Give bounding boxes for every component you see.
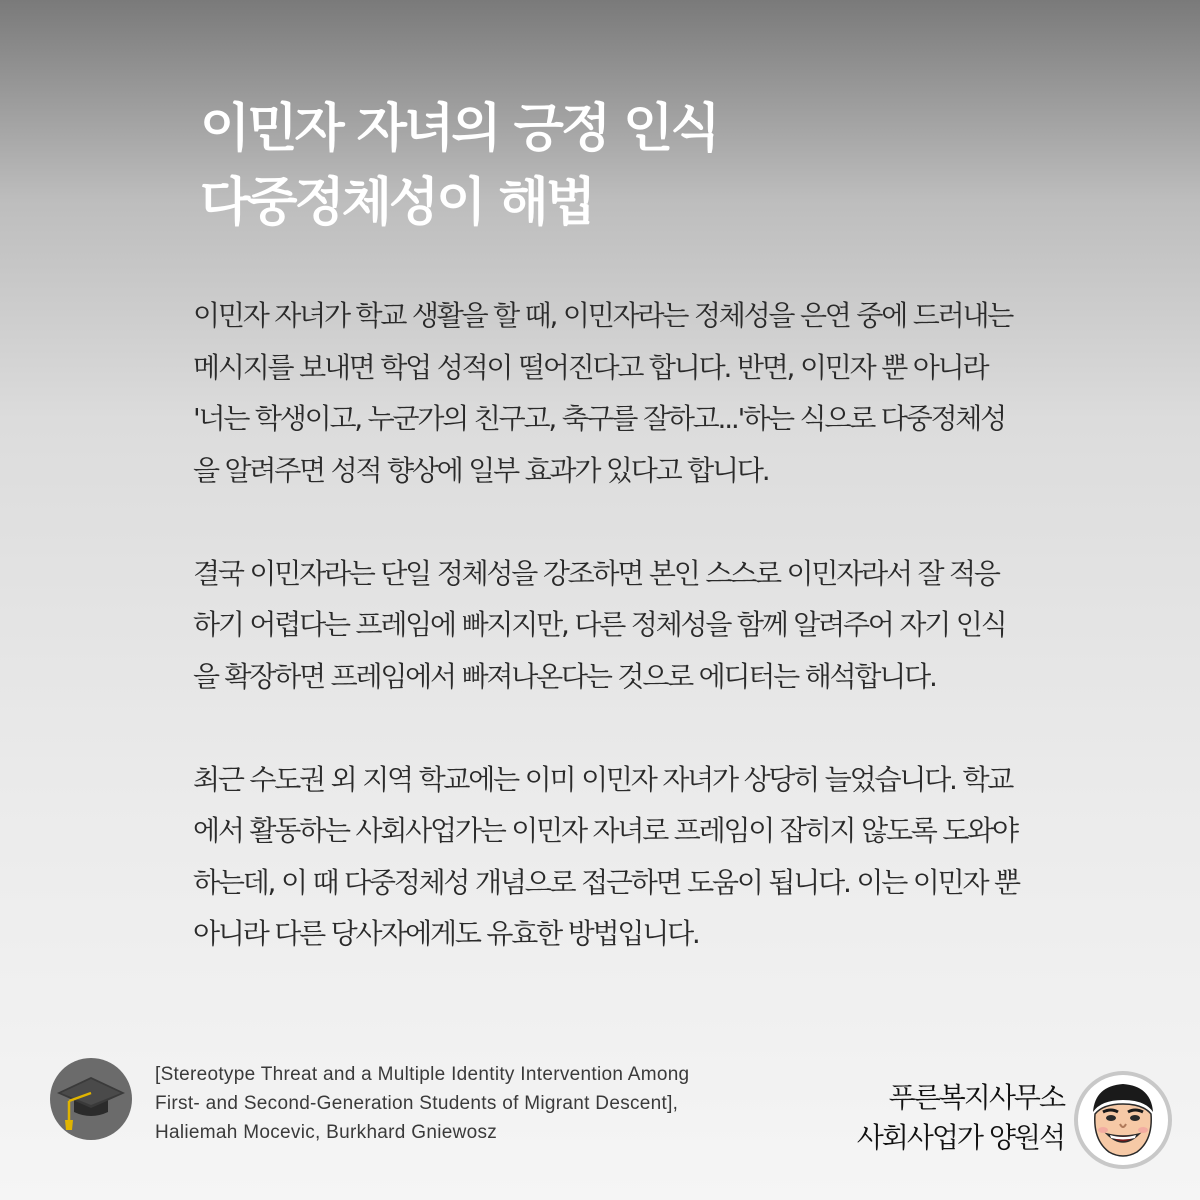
paragraph-2: 결국 이민자라는 단일 정체성을 강조하면 본인 스스로 이민자라서 잘 적응하기 어렵다는 프레임에 빠지지만, 다른 정체성을 함께 알려주어 자기 인식을 확장하면 프레임에서 빠져나온다는 것으로 에디터는 해석합니다.	[193, 556, 1006, 693]
citation-line-2: First- and Second-Generation Students of Migrant Descent],	[155, 1093, 679, 1114]
paragraph-1: 이민자 자녀가 학교 생활을 할 때, 이민자라는 정체성을 은연 중에 드러내는 메시지를 보내면 학업 성적이 떨어진다고 합니다. 반면, 이민자 뿐 아니라 '너는 학생이고, 누군가의 친구고, 축구를 잘하고...'하는 식으로 다중정체성을 알려주면 성적 향상에 일부 효과가 있다고 합니다.	[193, 299, 1013, 487]
author-name: 사회사업가 양원석	[856, 1121, 1064, 1154]
graduation-cap-icon	[50, 1058, 132, 1140]
citation-line-3: Haliemah Mocevic, Burkhard Gniewosz	[155, 1122, 498, 1143]
citation-line-1: [Stereotype Threat and a Multiple Identity Intervention Among	[155, 1064, 690, 1085]
author-signature	[857, 1078, 1064, 1158]
article-body	[193, 290, 1023, 960]
paragraph-3: 최근 수도권 외 지역 학교에는 이미 이민자 자녀가 상당히 늘었습니다. 학교에서 활동하는 사회사업가는 이민자 자녀로 프레임이 잡히지 않도록 도와야 하는데, 이 때 다중정체성 개념으로 접근하면 도움이 됩니다. 이는 이민자 뿐 아니라 다른 당사자에게도 유효한 방법입니다.	[193, 762, 1019, 950]
page-title	[200, 92, 718, 240]
author-avatar	[1073, 1070, 1173, 1170]
title-line-2: 다중정체성이 해법	[200, 173, 593, 233]
citation	[155, 1060, 795, 1147]
author-org: 푸른복지사무소	[888, 1081, 1064, 1114]
title-line-1: 이민자 자녀의 긍정 인식	[200, 99, 718, 159]
